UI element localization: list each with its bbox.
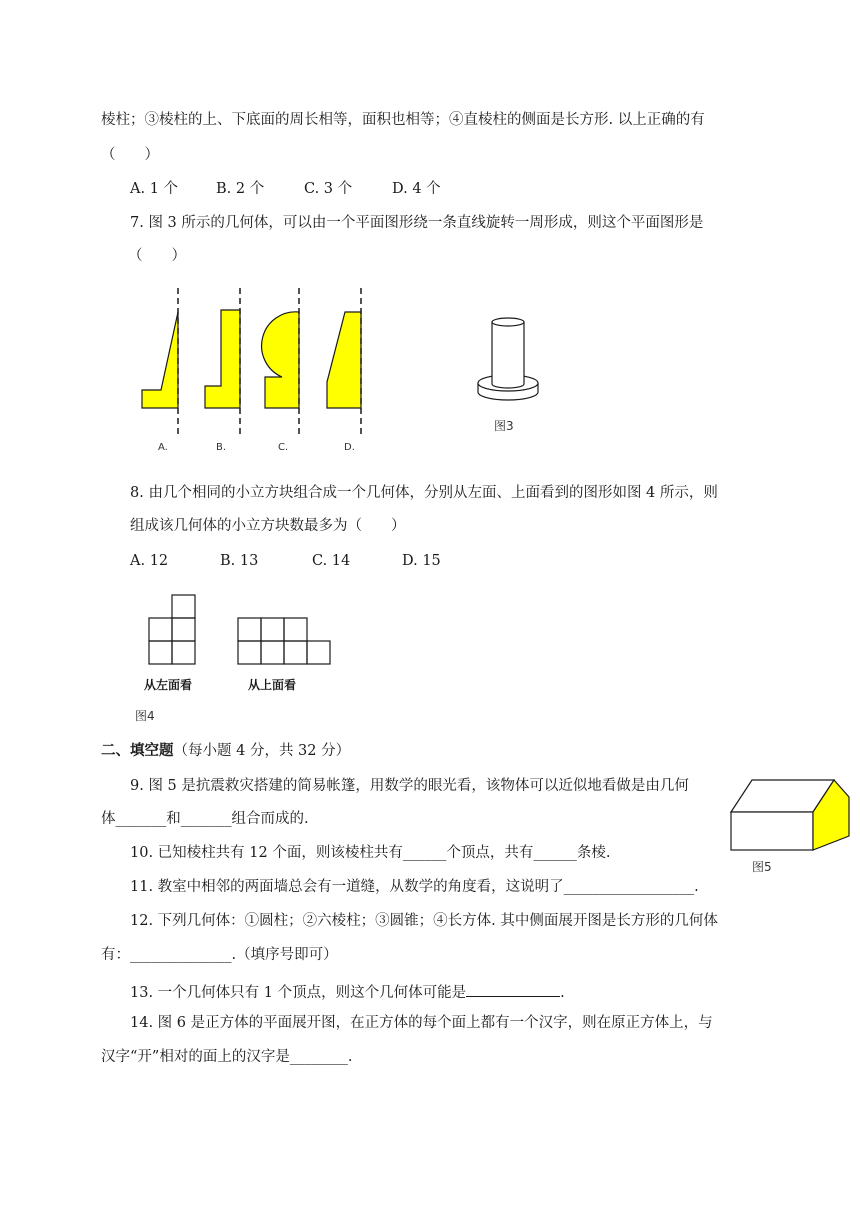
q12-line1: 12. 下列几何体：①圆柱；②六棱柱；③圆锥；④长方体. 其中侧面展开图是长方形的几何体	[130, 913, 718, 929]
left-view-caption: 从左面看	[144, 678, 193, 692]
q8-option-d: D. 15	[402, 553, 441, 569]
q8-option-b: B. 13	[220, 553, 259, 569]
q7-label-d: D.	[344, 442, 355, 453]
q10-text: 10. 已知棱柱共有 12 个面，则该棱柱共有______个顶点，共有______条棱.	[130, 845, 611, 861]
q8-option-a: A. 12	[130, 553, 169, 569]
q13-answer-blank[interactable]	[466, 980, 560, 997]
section-2-title: 二、填空题	[101, 742, 174, 759]
q6-option-b: B. 2 个	[216, 181, 265, 197]
figure-3-caption: 图3	[494, 419, 514, 433]
figure-5-caption: 图5	[752, 860, 772, 874]
q7-shape-c	[262, 288, 299, 434]
q7-label-a: A.	[158, 442, 168, 453]
q12-line2: 有：______________.（填序号即可）	[101, 947, 338, 963]
q6-answer-paren: （ ）	[101, 147, 159, 163]
q9-line1: 9. 图 5 是抗震救灾搭建的简易帐篷，用数学的眼光看，该物体可以近似地看做是由几何	[130, 778, 689, 794]
q13-period: .	[560, 985, 565, 1001]
q6-option-d: D. 4 个	[392, 181, 441, 197]
q8-options	[130, 551, 441, 571]
figure-4-views	[132, 590, 332, 725]
figure-4-caption: 图4	[135, 709, 155, 723]
q9-line2: 体_______和_______组合而成的.	[101, 811, 309, 827]
q8-line2: 组成该几何体的小立方块数最多为（ ）	[130, 518, 406, 534]
q6-option-a: A. 1 个	[130, 181, 179, 197]
q7-text: 7. 图 3 所示的几何体，可以由一个平面图形绕一条直线旋转一周形成，则这个平面图形是	[130, 215, 704, 231]
q6-options	[130, 179, 441, 199]
left-view-grid	[149, 595, 195, 664]
section-2-heading	[101, 741, 350, 761]
q7-answer-paren: （ ）	[128, 248, 186, 264]
q11-text: 11. 教室中相邻的两面墙总会有一道缝，从数学的角度看，这说明了__________________.	[130, 879, 699, 895]
q13-prompt: 13. 一个几何体只有 1 个顶点，则这个几何体可能是	[130, 985, 467, 1001]
q7-label-c: C.	[278, 442, 289, 453]
q14-line2: 汉字“开”相对的面上的汉字是________.	[101, 1049, 353, 1065]
q7-options-figure	[130, 282, 390, 457]
figure-5-tent	[728, 772, 852, 878]
q14-line1: 14. 图 6 是正方体的平面展开图，在正方体的每个面上都有一个汉字，则在原正方体上，与	[130, 1015, 713, 1031]
figure-3-solid	[470, 308, 550, 438]
q6-continuation: 棱柱；③棱柱的上、下底面的周长相等，面积也相等；④直棱柱的侧面是长方形. 以上正确的有	[101, 112, 705, 128]
q6-option-c: C. 3 个	[304, 181, 353, 197]
q8-line1: 8. 由几个相同的小立方块组合成一个几何体，分别从左面、上面看到的图形如图 4 所示，则	[130, 485, 718, 501]
q13-text	[130, 980, 565, 1003]
top-view-grid	[238, 618, 330, 664]
q7-shape-d	[327, 288, 361, 434]
q7-shape-b	[205, 288, 240, 434]
section-2-note: （每小题 4 分，共 32 分）	[173, 743, 351, 759]
q7-shape-a	[142, 288, 178, 434]
q8-option-c: C. 14	[312, 553, 351, 569]
top-view-caption: 从上面看	[248, 678, 297, 692]
q7-label-b: B.	[216, 442, 227, 453]
